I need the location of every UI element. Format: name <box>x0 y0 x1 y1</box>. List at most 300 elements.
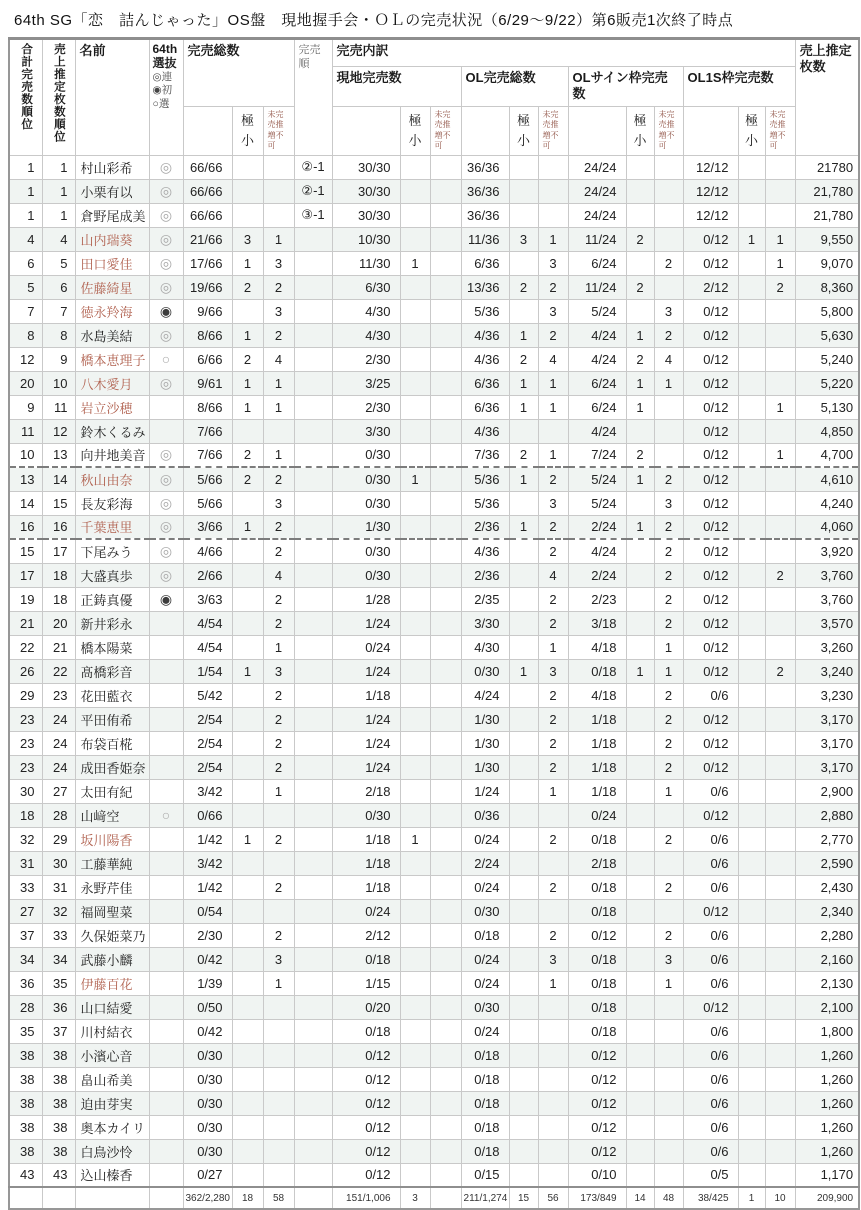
table-row <box>9 1091 859 1115</box>
cell-sign-mikanbai <box>654 851 683 875</box>
cell-genchi-kyokusho <box>400 611 430 635</box>
cell-total: 3/42 <box>183 779 232 803</box>
cell-total-mikanbai: 3 <box>263 299 294 323</box>
cell-1s: 0/12 <box>683 371 738 395</box>
cell-rank-total: 36 <box>9 971 42 995</box>
cell-sign-mikanbai <box>654 203 683 227</box>
cell-order <box>294 1163 332 1187</box>
cell-ol-mikanbai <box>538 851 568 875</box>
cell-total-mikanbai: 3 <box>263 659 294 683</box>
cell-rank-total: 23 <box>9 731 42 755</box>
cell-order <box>294 1019 332 1043</box>
cell-sales: 3,230 <box>795 683 859 707</box>
cell-genchi-mikanbai <box>430 923 461 947</box>
cell-total-kyokusho <box>232 155 263 179</box>
cell-selection <box>149 1019 183 1043</box>
cell-total-kyokusho <box>232 1091 263 1115</box>
cell-order <box>294 251 332 275</box>
cell-ol-kyokusho: 1 <box>509 323 538 347</box>
cell-genchi-kyokusho <box>400 227 430 251</box>
cell-ol-mikanbai <box>538 803 568 827</box>
cell-order <box>294 1139 332 1163</box>
cell-sales: 2,880 <box>795 803 859 827</box>
cell-order <box>294 995 332 1019</box>
cell-genchi-mikanbai <box>430 851 461 875</box>
header-genchi-mikanbai: 未完売推増不可 <box>430 107 461 156</box>
cell-sign: 7/24 <box>568 443 626 467</box>
cell-1s: 2/12 <box>683 275 738 299</box>
cell-name: 平田侑希 <box>75 707 149 731</box>
cell-genchi-kyokusho <box>400 731 430 755</box>
cell-ol-mikanbai <box>538 899 568 923</box>
cell-ol-kyokusho: 1 <box>509 395 538 419</box>
cell-sign-kyokusho <box>626 1091 654 1115</box>
cell-ol: 0/18 <box>461 1115 509 1139</box>
cell-ol-mikanbai: 1 <box>538 395 568 419</box>
cell-1s-kyokusho <box>738 491 765 515</box>
cell-total: 4/54 <box>183 611 232 635</box>
cell-1s-kyokusho: 1 <box>738 227 765 251</box>
cell-order <box>294 971 332 995</box>
cell-ol-mikanbai <box>538 1163 568 1187</box>
cell-ol-kyokusho <box>509 635 538 659</box>
cell-genchi: 0/12 <box>332 1163 400 1187</box>
cell-sign-kyokusho: 1 <box>626 659 654 683</box>
cell-order <box>294 1115 332 1139</box>
cell-sign: 4/24 <box>568 539 626 563</box>
cell-total: 7/66 <box>183 419 232 443</box>
cell-selection <box>149 827 183 851</box>
header-1s-value <box>683 107 738 156</box>
table-row <box>9 251 859 275</box>
cell-total-mikanbai: 3 <box>263 251 294 275</box>
cell-total: 2/66 <box>183 563 232 587</box>
cell-total-kyokusho: 1 <box>232 251 263 275</box>
cell-name: 伊藤百花 <box>75 971 149 995</box>
cell-1s: 0/6 <box>683 1019 738 1043</box>
cell-sign: 24/24 <box>568 155 626 179</box>
cell-total-mikanbai <box>263 419 294 443</box>
cell-sign-mikanbai: 2 <box>654 707 683 731</box>
cell-sales: 2,130 <box>795 971 859 995</box>
cell-sales: 2,340 <box>795 899 859 923</box>
cell-genchi-kyokusho: 1 <box>400 827 430 851</box>
cell-rank-total: 23 <box>9 707 42 731</box>
cell-total: 0/66 <box>183 803 232 827</box>
table-row <box>9 155 859 179</box>
cell-genchi-mikanbai <box>430 1019 461 1043</box>
cell-1s: 0/6 <box>683 851 738 875</box>
cell-sales: 3,570 <box>795 611 859 635</box>
cell-ol-mikanbai <box>538 1067 568 1091</box>
cell-ol: 2/24 <box>461 851 509 875</box>
cell-1s-mikanbai <box>765 875 795 899</box>
cell-selection: ◎ <box>149 323 183 347</box>
cell-total-mikanbai: 2 <box>263 467 294 491</box>
cell-total-kyokusho: 1 <box>232 371 263 395</box>
cell-sign: 0/18 <box>568 827 626 851</box>
cell-order <box>294 563 332 587</box>
cell-1s-kyokusho <box>738 827 765 851</box>
cell-1s-kyokusho <box>738 251 765 275</box>
cell-total: 0/50 <box>183 995 232 1019</box>
cell-1s-kyokusho <box>738 899 765 923</box>
cell-selection <box>149 1115 183 1139</box>
cell-selection <box>149 1091 183 1115</box>
cell-total: 5/66 <box>183 491 232 515</box>
header-total-value <box>183 107 232 156</box>
cell-name: 正鋳真優 <box>75 587 149 611</box>
cell-sales: 1,260 <box>795 1091 859 1115</box>
cell-total: 9/66 <box>183 299 232 323</box>
cell-total-mikanbai: 2 <box>263 875 294 899</box>
cell-rank-sales: 8 <box>42 323 75 347</box>
cell-ol-mikanbai: 2 <box>538 539 568 563</box>
cell-sign: 4/24 <box>568 323 626 347</box>
cell-sales: 2,770 <box>795 827 859 851</box>
cell-genchi-mikanbai <box>430 875 461 899</box>
cell-sign: 0/12 <box>568 923 626 947</box>
cell-1s-kyokusho <box>738 779 765 803</box>
cell-genchi-kyokusho <box>400 347 430 371</box>
cell-genchi-mikanbai <box>430 275 461 299</box>
cell-1s: 0/12 <box>683 443 738 467</box>
table-row <box>9 899 859 923</box>
cell-name: 迫由芽実 <box>75 1091 149 1115</box>
cell-ol-mikanbai: 3 <box>538 947 568 971</box>
cell-ol-mikanbai <box>538 1115 568 1139</box>
table-row <box>9 1019 859 1043</box>
cell-genchi-mikanbai <box>430 707 461 731</box>
table-row <box>9 755 859 779</box>
cell-name: 山口結愛 <box>75 995 149 1019</box>
cell-total-kyokusho <box>232 923 263 947</box>
cell-sales: 3,240 <box>795 659 859 683</box>
cell-sign-mikanbai <box>654 1163 683 1187</box>
cell-total-mikanbai <box>263 179 294 203</box>
cell-sales: 9,070 <box>795 251 859 275</box>
cell-genchi-mikanbai <box>430 515 461 539</box>
cell-ol-mikanbai <box>538 203 568 227</box>
cell-genchi-kyokusho <box>400 803 430 827</box>
cell-1s: 0/12 <box>683 587 738 611</box>
cell-total-mikanbai: 1 <box>263 443 294 467</box>
cell-genchi: 4/30 <box>332 323 400 347</box>
cell-genchi: 0/24 <box>332 635 400 659</box>
table-row <box>9 731 859 755</box>
cell-total-kyokusho <box>232 1163 263 1187</box>
cell-order <box>294 467 332 491</box>
cell-total-mikanbai <box>263 851 294 875</box>
cell-genchi-kyokusho <box>400 851 430 875</box>
cell-ol-kyokusho <box>509 251 538 275</box>
cell-rank-sales: 43 <box>42 1163 75 1187</box>
cell-1s-mikanbai <box>765 971 795 995</box>
cell-name: 新井彩永 <box>75 611 149 635</box>
cell-ol: 4/36 <box>461 323 509 347</box>
cell-selection <box>149 707 183 731</box>
cell-1s-kyokusho <box>738 971 765 995</box>
cell-rank-sales: 17 <box>42 539 75 563</box>
cell-total-kyokusho <box>232 491 263 515</box>
cell-total-mikanbai: 2 <box>263 755 294 779</box>
cell-1s-kyokusho <box>738 539 765 563</box>
cell-sales: 5,630 <box>795 323 859 347</box>
cell-selection: ◉ <box>149 299 183 323</box>
cell-ol-mikanbai <box>538 1139 568 1163</box>
cell-total-mikanbai <box>263 1115 294 1139</box>
cell-sign-kyokusho <box>626 587 654 611</box>
cell-total-mikanbai <box>263 1019 294 1043</box>
cell-ol: 2/35 <box>461 587 509 611</box>
table-row <box>9 515 859 539</box>
table-row <box>9 179 859 203</box>
cell-1s-kyokusho <box>738 995 765 1019</box>
cell-rank-total: 22 <box>9 635 42 659</box>
cell-genchi-mikanbai <box>430 971 461 995</box>
cell-sign: 0/18 <box>568 995 626 1019</box>
cell-sign: 24/24 <box>568 179 626 203</box>
table-row <box>9 371 859 395</box>
cell-sign: 0/18 <box>568 971 626 995</box>
table-row <box>9 779 859 803</box>
cell-sign: 0/18 <box>568 875 626 899</box>
cell-sales: 2,430 <box>795 875 859 899</box>
cell-genchi-kyokusho <box>400 971 430 995</box>
cell-1s: 0/12 <box>683 755 738 779</box>
cell-sign-mikanbai <box>654 1115 683 1139</box>
cell-1s: 0/12 <box>683 731 738 755</box>
cell-1s-mikanbai <box>765 419 795 443</box>
cell-total-mikanbai: 4 <box>263 347 294 371</box>
cell-name: 長友彩海 <box>75 491 149 515</box>
cell-genchi: 1/28 <box>332 587 400 611</box>
cell-order <box>294 275 332 299</box>
cell-genchi-mikanbai <box>430 995 461 1019</box>
cell-sign-kyokusho <box>626 1115 654 1139</box>
cell-rank-sales: 32 <box>42 899 75 923</box>
cell-ol: 0/24 <box>461 947 509 971</box>
cell-genchi-mikanbai <box>430 443 461 467</box>
cell-genchi-kyokusho <box>400 395 430 419</box>
cell-selection: ◎ <box>149 563 183 587</box>
cell-1s: 0/6 <box>683 779 738 803</box>
cell-sales: 5,240 <box>795 347 859 371</box>
header-total-kyokusho: 極小 <box>232 107 263 156</box>
cell-sign-mikanbai <box>654 443 683 467</box>
cell-total: 8/66 <box>183 323 232 347</box>
cell-genchi-mikanbai <box>430 539 461 563</box>
cell-selection: ◎ <box>149 275 183 299</box>
cell-ol-kyokusho <box>509 1043 538 1067</box>
cell-sign: 6/24 <box>568 395 626 419</box>
cell-genchi: 30/30 <box>332 179 400 203</box>
cell-sign: 0/12 <box>568 1091 626 1115</box>
cell-selection <box>149 995 183 1019</box>
cell-1s-mikanbai <box>765 731 795 755</box>
cell-rank-total: 12 <box>9 347 42 371</box>
cell-ol: 0/18 <box>461 1139 509 1163</box>
cell-total-kyokusho <box>232 683 263 707</box>
cell-sign-kyokusho <box>626 971 654 995</box>
cell-ol: 0/18 <box>461 923 509 947</box>
cell-ol-kyokusho <box>509 803 538 827</box>
cell-ol-mikanbai <box>538 155 568 179</box>
cell-sign: 4/18 <box>568 635 626 659</box>
cell-selection: ◎ <box>149 539 183 563</box>
cell-sign-kyokusho <box>626 707 654 731</box>
cell-selection <box>149 851 183 875</box>
header-genchi-kyokusho: 極小 <box>400 107 430 156</box>
cell-1s: 0/12 <box>683 539 738 563</box>
cell-selection <box>149 899 183 923</box>
cell-sign-mikanbai: 2 <box>654 563 683 587</box>
cell-total-mikanbai: 1 <box>263 635 294 659</box>
cell-genchi: 3/30 <box>332 419 400 443</box>
cell-genchi: 0/30 <box>332 803 400 827</box>
cell-genchi: 1/18 <box>332 875 400 899</box>
cell-sign: 0/18 <box>568 947 626 971</box>
cell-1s-mikanbai <box>765 899 795 923</box>
cell-total: 0/54 <box>183 899 232 923</box>
cell-1s-kyokusho <box>738 683 765 707</box>
cell-total-mikanbai: 2 <box>263 515 294 539</box>
header-1s-kyokusho: 極小 <box>738 107 765 156</box>
cell-1s-mikanbai <box>765 299 795 323</box>
cell-total-mikanbai: 2 <box>263 611 294 635</box>
cell-ol-mikanbai <box>538 419 568 443</box>
table-row <box>9 443 859 467</box>
cell-1s-mikanbai <box>765 995 795 1019</box>
cell-ol: 0/18 <box>461 1043 509 1067</box>
cell-rank-total: 17 <box>9 563 42 587</box>
cell-total-kyokusho <box>232 899 263 923</box>
cell-order <box>294 875 332 899</box>
cell-total-kyokusho <box>232 755 263 779</box>
cell-order <box>294 443 332 467</box>
cell-selection <box>149 635 183 659</box>
cell-ol-mikanbai <box>538 1091 568 1115</box>
cell-name: 久保姫菜乃 <box>75 923 149 947</box>
cell-ol-kyokusho <box>509 563 538 587</box>
cell-selection: ◉ <box>149 587 183 611</box>
cell-ol-kyokusho: 1 <box>509 467 538 491</box>
cell-selection <box>149 611 183 635</box>
cell-selection: ◎ <box>149 251 183 275</box>
cell-rank-sales: 21 <box>42 635 75 659</box>
cell-order <box>294 611 332 635</box>
cell-sign: 0/18 <box>568 899 626 923</box>
cell-sign-kyokusho <box>626 827 654 851</box>
cell-ol-kyokusho <box>509 419 538 443</box>
cell-sign-kyokusho <box>626 731 654 755</box>
cell-1s: 0/12 <box>683 515 738 539</box>
cell-sales: 3,260 <box>795 635 859 659</box>
cell-total: 66/66 <box>183 203 232 227</box>
cell-sign-mikanbai: 2 <box>654 323 683 347</box>
table-row <box>9 875 859 899</box>
cell-sign-kyokusho: 1 <box>626 467 654 491</box>
cell-ol-kyokusho <box>509 587 538 611</box>
cell-ol-kyokusho <box>509 1139 538 1163</box>
cell-sign-kyokusho <box>626 1163 654 1187</box>
cell-selection <box>149 659 183 683</box>
cell-total-kyokusho <box>232 1139 263 1163</box>
cell-name: 下尾みう <box>75 539 149 563</box>
cell-sign-kyokusho <box>626 683 654 707</box>
cell-ol: 4/30 <box>461 635 509 659</box>
cell-sales: 4,060 <box>795 515 859 539</box>
cell-total: 1/39 <box>183 971 232 995</box>
cell-sign-kyokusho <box>626 947 654 971</box>
cell-name: 田口愛佳 <box>75 251 149 275</box>
cell-total-kyokusho: 1 <box>232 659 263 683</box>
cell-rank-sales: 28 <box>42 803 75 827</box>
cell-rank-sales: 31 <box>42 875 75 899</box>
cell-genchi-mikanbai <box>430 563 461 587</box>
cell-1s-kyokusho <box>738 1067 765 1091</box>
cell-sales: 9,550 <box>795 227 859 251</box>
cell-genchi-mikanbai <box>430 299 461 323</box>
cell-1s-kyokusho <box>738 347 765 371</box>
cell-ol: 0/24 <box>461 971 509 995</box>
cell-total-mikanbai: 1 <box>263 395 294 419</box>
cell-total-kyokusho <box>232 635 263 659</box>
header-ol-value <box>461 107 509 156</box>
cell-ol-kyokusho <box>509 299 538 323</box>
cell-sign-mikanbai <box>654 995 683 1019</box>
cell-sign: 0/24 <box>568 803 626 827</box>
cell-total: 2/54 <box>183 707 232 731</box>
cell-selection <box>149 731 183 755</box>
cell-rank-sales: 18 <box>42 587 75 611</box>
cell-sign-kyokusho <box>626 1019 654 1043</box>
cell-ol-mikanbai <box>538 1019 568 1043</box>
cell-sign: 1/18 <box>568 731 626 755</box>
cell-rank-sales: 34 <box>42 947 75 971</box>
cell-genchi: 2/12 <box>332 923 400 947</box>
cell-total-kyokusho <box>232 971 263 995</box>
cell-sign: 0/12 <box>568 1067 626 1091</box>
cell-genchi: 4/30 <box>332 299 400 323</box>
cell-sign: 11/24 <box>568 227 626 251</box>
cell-genchi-mikanbai <box>430 395 461 419</box>
cell-rank-total: 31 <box>9 851 42 875</box>
table-row <box>9 467 859 491</box>
cell-1s-kyokusho <box>738 755 765 779</box>
cell-ol-kyokusho <box>509 947 538 971</box>
cell-1s: 0/12 <box>683 707 738 731</box>
cell-rank-total: 14 <box>9 491 42 515</box>
cell-total-mikanbai: 2 <box>263 539 294 563</box>
cell-1s: 12/12 <box>683 155 738 179</box>
table-row <box>9 203 859 227</box>
cell-name: 山﨑空 <box>75 803 149 827</box>
cell-total-kyokusho: 1 <box>232 827 263 851</box>
cell-sign-kyokusho <box>626 179 654 203</box>
cell-name: 鈴木くるみ <box>75 419 149 443</box>
cell-genchi-kyokusho <box>400 419 430 443</box>
cell-rank-sales: 11 <box>42 395 75 419</box>
cell-ol-kyokusho: 2 <box>509 275 538 299</box>
cell-ol: 7/36 <box>461 443 509 467</box>
cell-rank-total: 38 <box>9 1067 42 1091</box>
cell-ol-kyokusho: 2 <box>509 443 538 467</box>
cell-1s-mikanbai <box>765 683 795 707</box>
cell-genchi: 11/30 <box>332 251 400 275</box>
cell-rank-sales: 1 <box>42 203 75 227</box>
cell-1s: 0/12 <box>683 899 738 923</box>
